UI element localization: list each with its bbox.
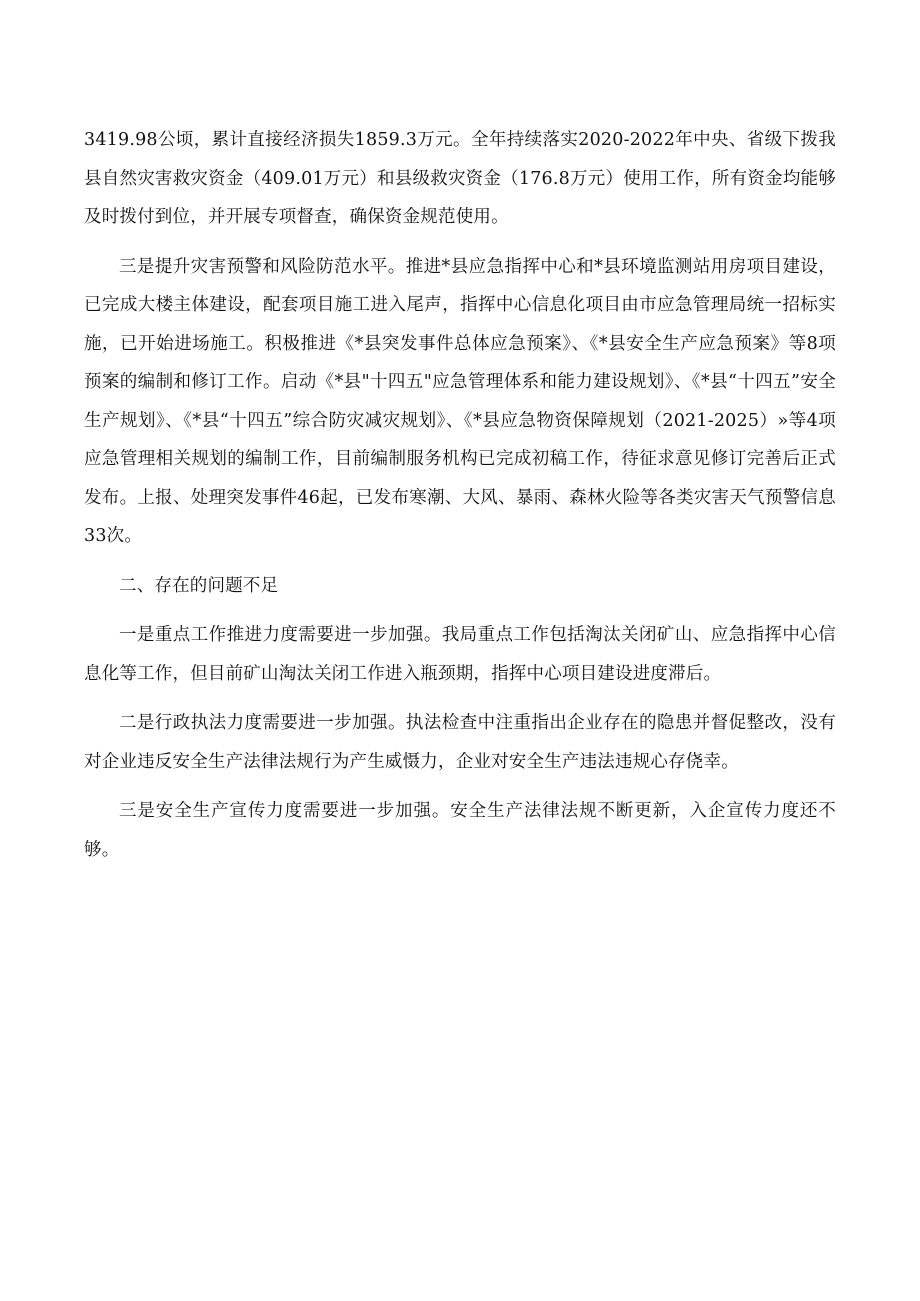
paragraph-funds: 3419.98公顷，累计直接经济损失1859.3万元。全年持续落实2020-2022年中央、省级下拨我县自然灾害救灾资金（409.01万元）和县级救灾资金（176.8万元）使用工作，所有资金均能够及时拨付到位，并开展专项督查，确保资金规范使用。: [84, 130, 836, 227]
paragraph-law-enforcement: 二是行政执法力度需要进一步加强。执法检查中注重指出企业存在的隐患并督促整改，没有对企业违反安全生产法律法规行为产生威慑力，企业对安全生产违法违规心存侥幸。: [84, 713, 836, 772]
paragraph-safety-publicity: 三是安全生产宣传力度需要进一步加强。安全生产法律法规不断更新，入企宣传力度还不够。: [84, 801, 836, 860]
document-page: [84, 121, 836, 869]
paragraph-key-work: 一是重点工作推进力度需要进一步加强。我局重点工作包括淘汰关闭矿山、应急指挥中心信息化等工作，但目前矿山淘汰关闭工作进入瓶颈期，指挥中心项目建设进度滞后。: [84, 625, 836, 684]
paragraph-warning-prevention: 三是提升灾害预警和风险防范水平。推进*县应急指挥中心和*县环境监测站用房项目建设，已完成大楼主体建设，配套项目施工进入尾声，指挥中心信息化项目由市应急管理局统一招标实施，已开始进场施工。积极推进《*县突发事件总体应急预案》、《*县安全生产应急预案》等8项预案的编制和修订工作。启动《*县"十四五"应急管理体系和能力建设规划》、《*县“十四五”安全生产规划》、《*县“十四五”综合防灾减灾规划》、《*县应急物资保障规划（2021-2025）»等4项应急管理相关规划的编制工作，目前编制服务机构已完成初稿工作，待征求意见修订完善后正式发布。上报、处理突发事件46起，已发布寒潮、大风、暴雨、森林火险等各类灾害天气预警信息33次。: [84, 256, 836, 546]
section-heading-problems: 二、存在的问题不足: [119, 575, 279, 596]
